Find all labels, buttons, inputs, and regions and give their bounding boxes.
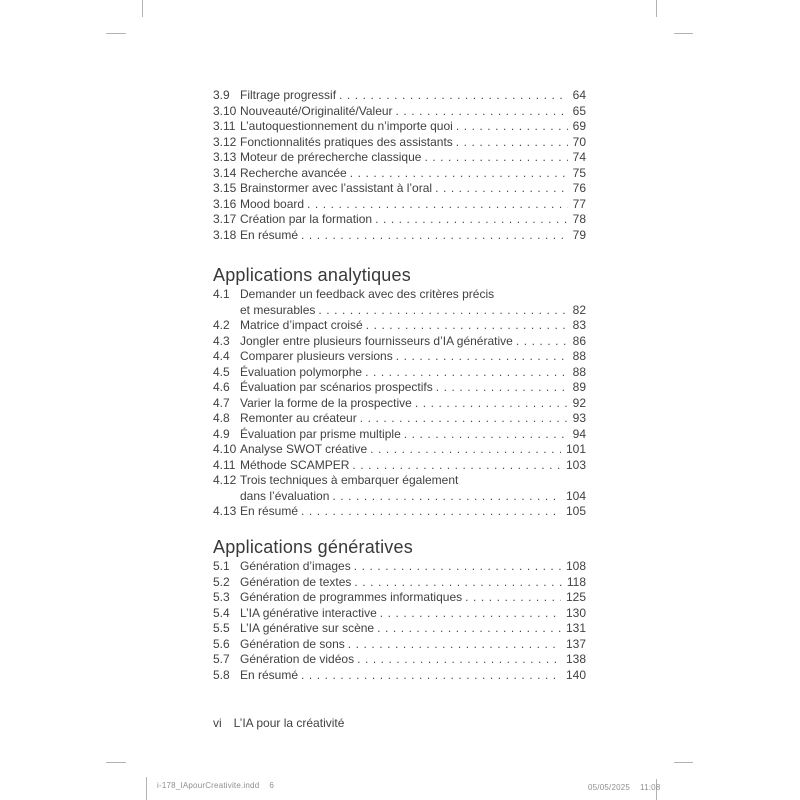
entry-page-number: 82 (572, 302, 586, 317)
entry-number: 5.1 (213, 559, 230, 573)
entry-number: 3.17 (213, 212, 237, 226)
dot-leader (350, 166, 568, 182)
toc-entry (213, 334, 586, 350)
dot-leader (380, 606, 561, 622)
entry-page-number: 83 (572, 318, 586, 332)
entry-page-number: 140 (565, 667, 586, 682)
entry-title: et mesurables (240, 302, 316, 317)
toc-entry (213, 150, 586, 166)
toc-entry (213, 504, 586, 520)
entry-number: 3.9 (213, 88, 230, 102)
dot-leader (301, 228, 568, 244)
entry-title: Génération d’images (240, 559, 351, 573)
toc-section (213, 88, 586, 243)
dot-leader (366, 318, 568, 334)
crop-mark-bottom-left-vertical (146, 777, 147, 800)
entry-number: 4.5 (213, 364, 230, 379)
entry-number: 4.10 (213, 442, 237, 456)
entry-number: 3.12 (213, 134, 237, 149)
toc-entry (213, 590, 586, 606)
entry-page-number: 78 (572, 212, 586, 226)
entry-number: 4.8 (213, 411, 230, 425)
entry-title: Matrice d’impact croisé (240, 318, 363, 332)
entry-number: 3.11 (213, 119, 236, 133)
entry-title: Génération de textes (240, 574, 352, 589)
entry-title: Brainstormer avec l’assistant à l’oral (240, 181, 433, 195)
entry-title: Mood board (240, 196, 305, 211)
entry-title: Demander un feedback avec des critères précis (240, 287, 495, 301)
entry-page-number: 69 (572, 119, 586, 133)
entry-page-number: 130 (565, 605, 586, 620)
dot-leader (377, 621, 561, 637)
entry-title: Analyse SWOT créative (240, 442, 368, 456)
entry-title: Création par la formation (240, 212, 373, 226)
entry-title: En résumé (240, 227, 299, 242)
entry-number: 3.15 (213, 181, 237, 195)
entry-title: dans l’évaluation (240, 488, 330, 503)
dot-leader (365, 365, 568, 381)
dot-leader (357, 652, 561, 668)
dot-leader (436, 380, 568, 396)
toc-entry (213, 427, 586, 443)
slug-date: 05/05/2025 (588, 783, 631, 792)
dot-leader (301, 668, 561, 684)
dot-leader (352, 458, 561, 474)
entry-page-number: 88 (572, 349, 586, 363)
dot-leader (360, 411, 568, 427)
crop-mark-top-left-horizontal (106, 33, 126, 34)
entry-number: 4.7 (213, 395, 230, 410)
entry-page-number: 64 (572, 88, 586, 102)
toc-entry (213, 318, 586, 334)
entry-page-number: 101 (565, 442, 586, 456)
entry-number: 4.13 (213, 504, 237, 518)
toc-entry (213, 442, 586, 458)
entry-title: En résumé (240, 667, 299, 682)
dot-leader (307, 197, 568, 213)
entry-page-number: 88 (572, 364, 586, 379)
entry-number: 4.9 (213, 426, 230, 441)
toc-entry (213, 606, 586, 622)
entry-number: 4.6 (213, 380, 230, 394)
entry-title: Filtrage progressif (240, 88, 337, 102)
entry-title: En résumé (240, 504, 299, 518)
entry-title: Varier la forme de la prospective (240, 395, 412, 410)
entry-page-number: 92 (572, 395, 586, 410)
dot-leader (435, 181, 568, 197)
toc-entry (213, 668, 586, 684)
entry-number: 4.3 (213, 333, 230, 348)
entry-number: 3.10 (213, 103, 237, 118)
dot-leader (404, 427, 568, 443)
entry-number: 3.13 (213, 150, 237, 164)
entry-page-number: 89 (572, 380, 586, 394)
entry-page-number: 131 (565, 621, 586, 635)
entry-page-number: 77 (572, 196, 586, 211)
toc-entry (213, 559, 586, 575)
entry-number: 3.16 (213, 196, 237, 211)
entry-number: 4.1 (213, 287, 230, 301)
entry-number: 5.6 (213, 636, 230, 651)
entry-number: 5.2 (213, 574, 230, 589)
dot-leader (424, 150, 567, 166)
toc-entry (213, 88, 586, 104)
crop-mark-top-right-horizontal (674, 33, 693, 34)
entry-title: L’IA générative interactive (240, 605, 377, 620)
dot-leader (456, 135, 568, 151)
entry-title: Trois techniques à embarquer également (240, 473, 459, 487)
dot-leader (375, 212, 568, 228)
entry-title: Recherche avancée (240, 165, 347, 180)
entry-number: 4.4 (213, 349, 230, 363)
entry-number: 5.4 (213, 605, 230, 620)
entry-title: Comparer plusieurs versions (240, 349, 393, 363)
entry-page-number: 76 (572, 181, 586, 195)
entry-page-number: 137 (565, 636, 586, 651)
entry-title: Remonter au créateur (240, 411, 357, 425)
toc-entry (213, 396, 586, 412)
entry-page-number: 75 (572, 165, 586, 180)
toc-entry (213, 135, 586, 151)
slug-filename-text: i-178_IApourCreativite.indd (157, 781, 260, 790)
entry-page-number: 108 (565, 559, 586, 573)
toc-entry (213, 349, 586, 365)
dot-leader (354, 575, 561, 591)
entry-page-number: 118 (566, 574, 586, 589)
toc-entry (213, 104, 586, 120)
toc-entry (213, 489, 586, 505)
entry-page-number: 93 (572, 411, 586, 425)
section-heading: Applications génératives (213, 537, 413, 557)
entry-page-number: 70 (572, 134, 586, 149)
toc-entry (213, 637, 586, 653)
dot-leader (456, 119, 568, 135)
entry-number: 3.14 (213, 165, 237, 180)
dot-leader (396, 104, 568, 120)
dot-leader (465, 590, 561, 606)
entry-page-number: 103 (565, 457, 586, 472)
slug-time: 11:08 (640, 783, 661, 792)
entry-number: 4.11 (213, 457, 236, 472)
entry-title: Moteur de prérecherche classique (240, 150, 422, 164)
print-slug-filename (157, 781, 274, 790)
crop-mark-top-right-vertical (656, 0, 657, 17)
entry-title: Évaluation par scénarios prospectifs (240, 380, 433, 394)
entry-title: Génération de vidéos (240, 652, 355, 666)
entry-number: 5.5 (213, 621, 230, 635)
toc-entry (213, 287, 586, 303)
toc-entry (213, 380, 586, 396)
entry-page-number: 138 (565, 652, 586, 666)
entry-number: 4.12 (213, 473, 237, 487)
toc-entry (213, 166, 586, 182)
entry-number: 5.3 (213, 590, 230, 604)
dot-leader (348, 637, 561, 653)
entry-page-number: 79 (572, 227, 586, 242)
dot-leader (516, 334, 568, 350)
entry-number: 5.8 (213, 667, 230, 682)
toc-entry (213, 365, 586, 381)
entry-title: Méthode SCAMPER (240, 457, 350, 472)
entry-number: 3.18 (213, 227, 237, 242)
toc-section (213, 263, 586, 520)
dot-leader (301, 504, 561, 520)
toc-entry (213, 652, 586, 668)
dot-leader (332, 489, 561, 505)
entry-number: 4.2 (213, 318, 230, 332)
entry-title: Fonctionnalités pratiques des assistants (240, 134, 453, 149)
entry-page-number: 94 (572, 426, 586, 441)
entry-page-number: 86 (572, 333, 586, 348)
entry-page-number: 104 (565, 488, 586, 503)
entry-title: Évaluation par prisme multiple (240, 426, 401, 441)
toc-section (213, 535, 586, 683)
entry-title: L’IA générative sur scène (240, 621, 375, 635)
toc-entry (213, 303, 586, 319)
crop-mark-bottom-left-horizontal (106, 762, 126, 763)
crop-mark-top-left-vertical (142, 0, 143, 17)
dot-leader (396, 349, 568, 365)
toc-entry (213, 181, 586, 197)
entry-number: 5.7 (213, 652, 230, 666)
dot-leader (339, 88, 568, 104)
page-footer (213, 716, 344, 730)
entry-title: Génération de sons (240, 636, 345, 651)
entry-page-number: 65 (572, 103, 586, 118)
entry-title: Génération de programmes informatiques (240, 590, 463, 604)
toc-entry (213, 228, 586, 244)
toc-entry (213, 411, 586, 427)
toc-entry (213, 458, 586, 474)
dot-leader (370, 442, 561, 458)
toc-entry (213, 575, 586, 591)
folio-page-number: vi (213, 716, 222, 730)
toc-entry (213, 473, 586, 489)
print-slug-datetime (588, 783, 660, 792)
slug-sheet-number: 6 (269, 781, 275, 790)
toc-entry (213, 212, 586, 228)
running-title: L’IA pour la créativité (233, 716, 345, 730)
entry-page-number: 105 (565, 504, 586, 518)
entry-page-number: 125 (565, 590, 586, 604)
toc-entry (213, 621, 586, 637)
entry-title: Évaluation polymorphe (240, 364, 363, 379)
crop-mark-bottom-right-horizontal (674, 762, 693, 763)
dot-leader (354, 559, 561, 575)
section-heading: Applications analytiques (213, 265, 411, 285)
toc-entry (213, 197, 586, 213)
entry-title: L’autoquestionnement du n’importe quoi (240, 119, 453, 133)
toc-entry (213, 119, 586, 135)
dot-leader (318, 303, 567, 319)
entry-title: Jongler entre plusieurs fournisseurs d’IA générative (240, 333, 513, 348)
entry-page-number: 74 (572, 150, 586, 164)
entry-title: Nouveauté/Originalité/Valeur (240, 103, 393, 118)
dot-leader (415, 396, 568, 412)
